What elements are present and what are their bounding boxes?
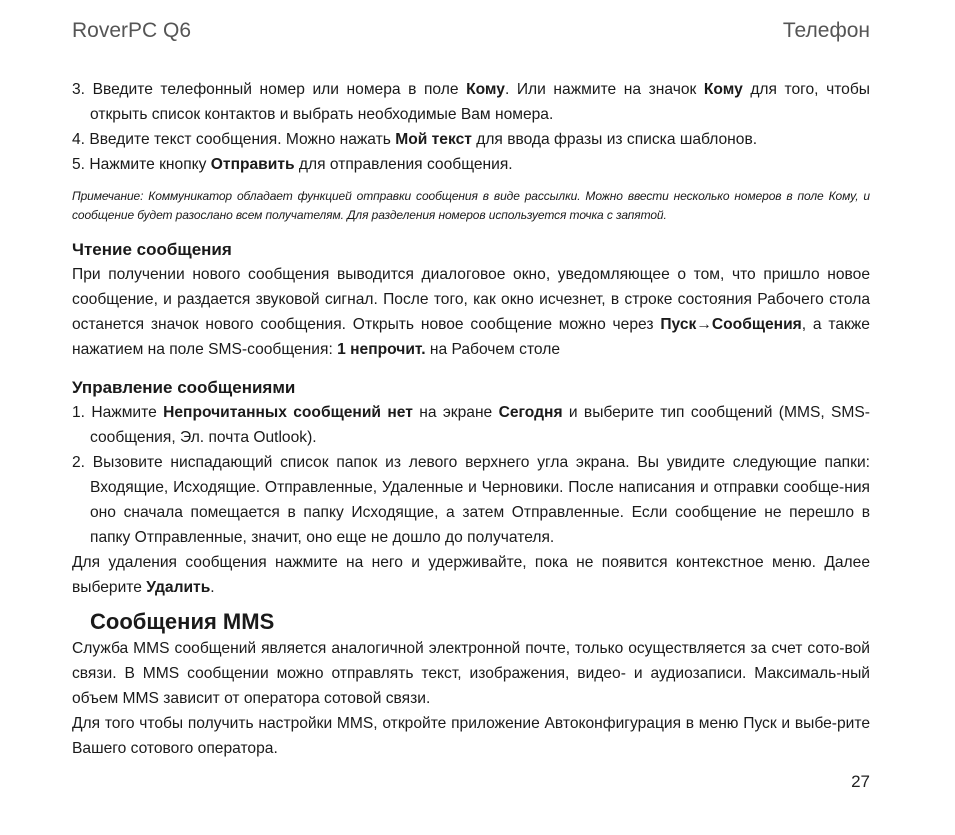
section-heading: Чтение сообщения bbox=[72, 240, 232, 259]
list-item: 2. Вызовите ниспадающий список папок из левого верхнего угла экрана. Вы увидите следующие папки: Входящие, Исходящие. Отправленные, Удаленные и Черновики. После написания и отправки сообще-ния оно сначала помещается в папку Исходящие, а затем Отправленные. Если сообщение не перешло в папку Отправленные, значит, оно еще не дошло до получателя. bbox=[72, 454, 870, 546]
list-item: 3. Введите телефонный номер или номера в поле Кому. Или нажмите на значок Кому для того, чтобы открыть список контактов и выбрать необходимые Вам номера. bbox=[72, 81, 870, 123]
list-item: 4. Введите текст сообщения. Можно нажать Мой текст для ввода фразы из списка шаблонов. bbox=[72, 131, 758, 148]
list-item: 5. Нажмите кнопку Отправить для отправления сообщения. bbox=[72, 156, 513, 173]
header-title: RoverPC Q6 bbox=[72, 19, 192, 42]
paragraph: Служба MMS сообщений является аналогичной электронной почте, только осуществляется за счет сото-вой связи. В MMS сообщении можно отправлять текст, изображения, видео- и аудиозаписи. Максималь-ный объем MMS зависит от оператора сотовой связи. bbox=[72, 640, 870, 707]
list-item: 1. Нажмите Непрочитанных сообщений нет на экране Сегодня и выберите тип сообщений (MMS, SMS-сообщения, Эл. почта Outlook). bbox=[72, 404, 870, 446]
document-body bbox=[72, 77, 870, 761]
section-heading: Управление сообщениями bbox=[72, 378, 296, 397]
note: Примечание: Коммуникатор обладает функцией отправки сообщения в виде рассылки. Можно ввести несколько номеров в поле Кому, и сообщение будет разослано всем получателям. Для разделения номеров используется точка с запятой. bbox=[72, 189, 870, 222]
paragraph: При получении нового сообщения выводится диалоговое окно, уведомляющее о том, что пришло новое сообщение, и раздается звуковой сигнал. После того, как окно исчезнет, в строке состояния Рабочего стола останется значок нового сообщения. Открыть новое сообщение можно через Пуск→Сообщения, а также нажатием на поле SMS-сообщения: 1 непрочит. на Рабочем столе bbox=[72, 266, 870, 358]
header-section: Телефон bbox=[782, 19, 870, 42]
page-number: 27 bbox=[851, 772, 870, 791]
paragraph: Для того чтобы получить настройки MMS, откройте приложение Автоконфигурация в меню Пуск и выбе-рите Вашего сотового оператора. bbox=[72, 715, 870, 757]
chapter-heading: Сообщения MMS bbox=[90, 609, 275, 634]
paragraph: Для удаления сообщения нажмите на него и удерживайте, пока не появится контекстное меню. Далее выберите Удалить. bbox=[72, 554, 870, 596]
